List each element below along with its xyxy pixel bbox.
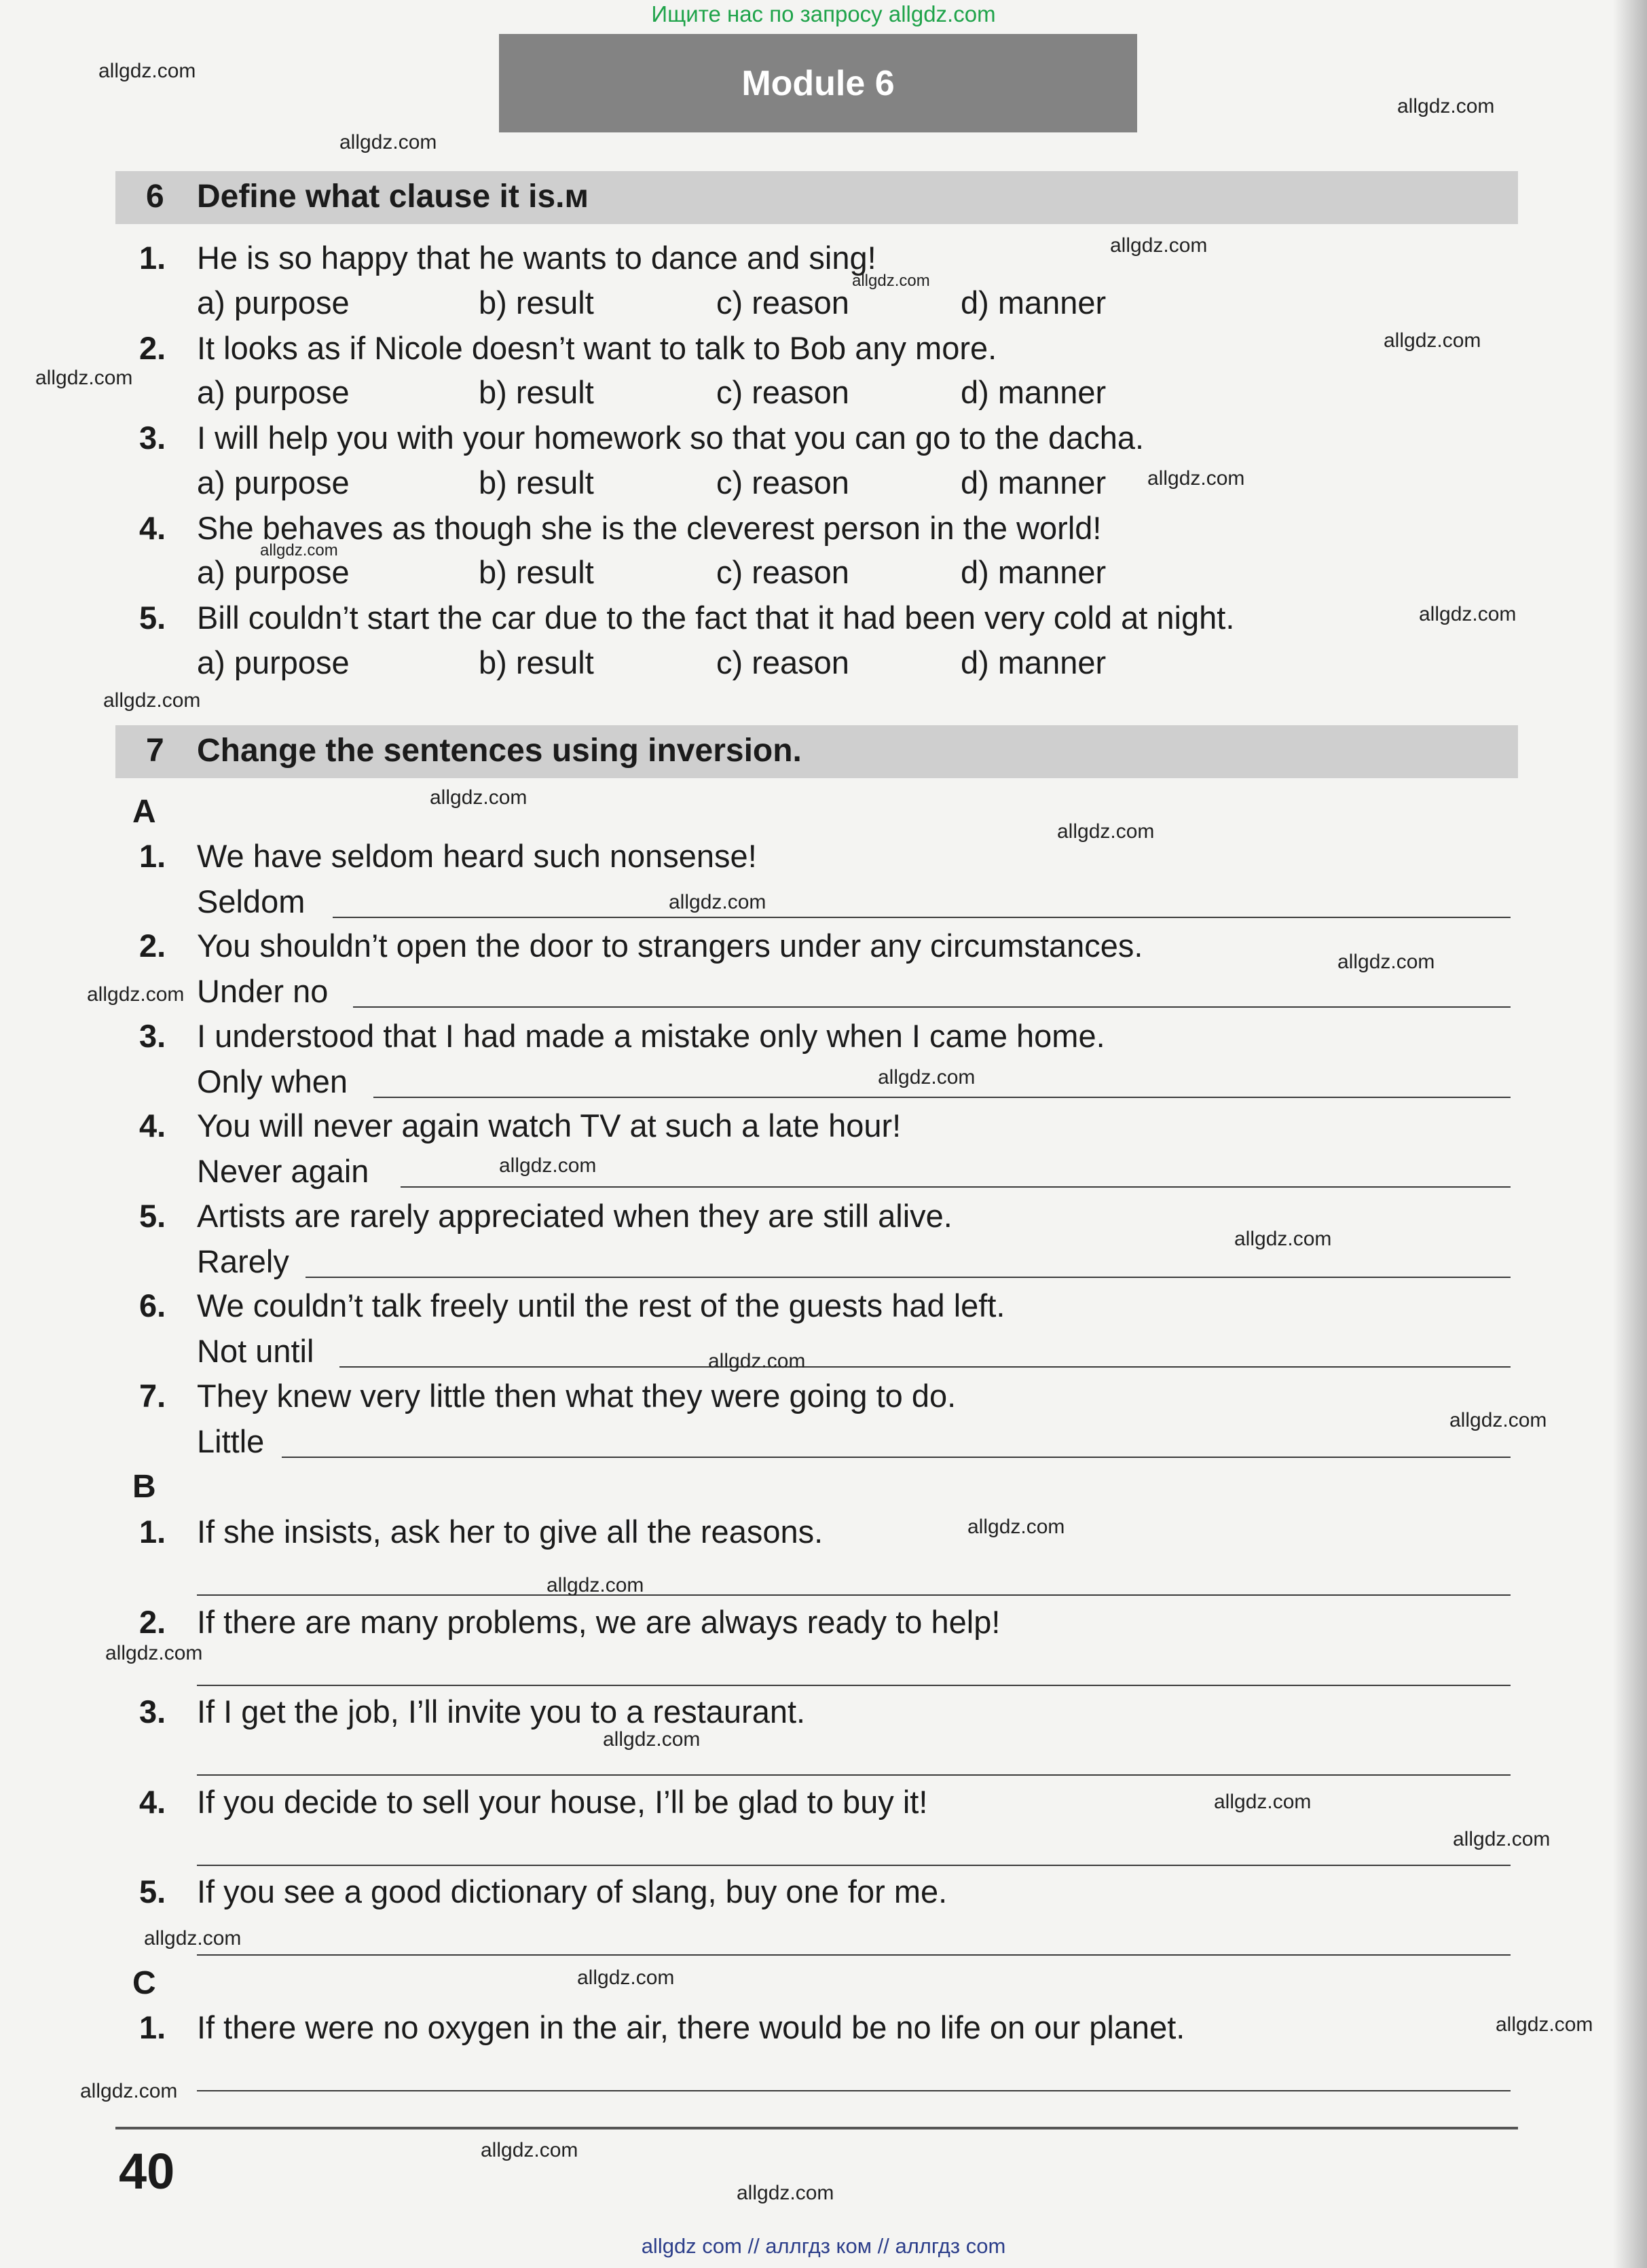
answer-lead: Seldom xyxy=(197,883,306,919)
watermark: allgdz.com xyxy=(35,367,133,389)
ex7a-question-4 xyxy=(139,1107,901,1144)
exercise-6-title: Define what clause it is.м xyxy=(197,179,589,215)
section-c-label: C xyxy=(132,1965,156,2001)
option-c[interactable]: c) reason xyxy=(716,464,849,500)
question-text: We couldn’t talk freely until the rest of the guests had left. xyxy=(197,1287,1005,1323)
option-c[interactable]: c) reason xyxy=(716,554,849,590)
watermark: allgdz.com xyxy=(339,131,437,153)
question-number: 4. xyxy=(139,510,166,546)
ex6-question-1 xyxy=(139,239,876,276)
ex7a-question-6 xyxy=(139,1287,1005,1324)
option-a[interactable]: a) purpose xyxy=(197,644,350,680)
question-number: 5. xyxy=(139,1198,166,1234)
option-c[interactable]: c) reason xyxy=(716,374,849,410)
question-text: They knew very little then what they were going to do. xyxy=(197,1378,957,1414)
exercise-6-number: 6 xyxy=(146,179,164,215)
question-number: 4. xyxy=(139,1784,166,1820)
exercise-7-number: 7 xyxy=(146,733,164,769)
question-number: 2. xyxy=(139,1604,166,1640)
watermark: allgdz.com xyxy=(1397,95,1495,117)
option-d[interactable]: d) manner xyxy=(961,464,1107,500)
answer-line[interactable] xyxy=(401,1186,1511,1188)
question-text: If there were no oxygen in the air, there would be no life on our planet. xyxy=(197,2009,1185,2045)
ex7b-question-3 xyxy=(139,1693,805,1730)
watermark: allgdz.com xyxy=(547,1574,644,1596)
answer-line[interactable] xyxy=(197,1774,1511,1776)
ex6-question-2 xyxy=(139,329,997,367)
ex7b-question-5 xyxy=(139,1873,947,1910)
ex7a-question-1 xyxy=(139,837,757,875)
watermark: allgdz.com xyxy=(967,1516,1065,1538)
watermark: allgdz.com xyxy=(1419,603,1517,625)
question-number: 2. xyxy=(139,928,166,964)
ex7a-question-2 xyxy=(139,927,1143,964)
answer-line[interactable] xyxy=(197,1685,1511,1686)
watermark: allgdz.com xyxy=(852,272,930,290)
answer-line[interactable] xyxy=(353,1006,1511,1008)
answer-line[interactable] xyxy=(197,1594,1511,1596)
answer-lead: Not until xyxy=(197,1333,314,1369)
watermark: allgdz.com xyxy=(708,1350,806,1372)
ex7a-question-3 xyxy=(139,1017,1105,1055)
answer-lead: Only when xyxy=(197,1063,348,1099)
question-number: 4. xyxy=(139,1108,166,1144)
option-b[interactable]: b) result xyxy=(479,464,594,500)
watermark: allgdz.com xyxy=(98,60,196,82)
ex7a-question-7 xyxy=(139,1377,956,1414)
question-number: 5. xyxy=(139,1873,166,1909)
option-a[interactable]: a) purpose xyxy=(197,464,350,500)
watermark: allgdz.com xyxy=(1110,234,1208,257)
question-number: 1. xyxy=(139,1514,166,1550)
ex6-question-5 xyxy=(139,599,1234,636)
watermark: allgdz.com xyxy=(878,1066,976,1089)
question-number: 1. xyxy=(139,240,166,276)
option-a[interactable]: a) purpose xyxy=(197,554,350,590)
footer-rule xyxy=(115,2127,1518,2129)
page-edge-shadow xyxy=(1613,0,1647,2268)
watermark: allgdz.com xyxy=(1057,820,1155,843)
option-d[interactable]: d) manner xyxy=(961,644,1107,680)
question-text: If there are many problems, we are always ready to help! xyxy=(197,1604,1001,1640)
option-b[interactable]: b) result xyxy=(479,554,594,590)
question-number: 3. xyxy=(139,420,166,456)
question-text: Artists are rarely appreciated when they are still alive. xyxy=(197,1198,952,1234)
option-d[interactable]: d) manner xyxy=(961,374,1107,410)
exercise-7-title: Change the sentences using inversion. xyxy=(197,733,802,769)
question-number: 6. xyxy=(139,1287,166,1323)
watermark: allgdz.com xyxy=(669,891,766,913)
watermark: allgdz.com xyxy=(1214,1791,1312,1813)
watermark: allgdz.com xyxy=(1147,467,1245,490)
option-d[interactable]: d) manner xyxy=(961,554,1107,590)
watermark: allgdz.com xyxy=(481,2139,578,2161)
question-text: She behaves as though she is the cleverest person in the world! xyxy=(197,510,1102,546)
ex6-question-3 xyxy=(139,419,1144,456)
watermark: allgdz.com xyxy=(499,1154,597,1177)
question-number: 2. xyxy=(139,330,166,366)
watermark: allgdz.com xyxy=(603,1728,701,1751)
question-text: You shouldn’t open the door to strangers under any circumstances. xyxy=(197,928,1143,964)
option-b[interactable]: b) result xyxy=(479,644,594,680)
watermark: allgdz.com xyxy=(577,1967,675,1989)
question-number: 3. xyxy=(139,1018,166,1054)
watermark: allgdz.com xyxy=(737,2182,834,2204)
watermark: allgdz.com xyxy=(87,983,185,1006)
question-text: If I get the job, I’ll invite you to a restaurant. xyxy=(197,1694,806,1730)
exercise-7-heading xyxy=(146,732,802,769)
watermark: allgdz.com xyxy=(430,786,528,809)
watermark: allgdz.com xyxy=(105,1642,203,1664)
section-a-label: A xyxy=(132,794,156,830)
ex7b-question-2 xyxy=(139,1603,1000,1641)
option-b[interactable]: b) result xyxy=(479,285,594,321)
answer-lead: Rarely xyxy=(197,1243,289,1279)
question-text: You will never again watch TV at such a late hour! xyxy=(197,1108,902,1144)
ex7b-question-1 xyxy=(139,1513,823,1550)
answer-lead: Never again xyxy=(197,1153,369,1189)
watermark: allgdz.com xyxy=(1453,1828,1551,1850)
option-d[interactable]: d) manner xyxy=(961,285,1107,321)
bottom-banner: allgdz com // аллгдз ком // аллгдз com xyxy=(641,2234,1006,2258)
question-text: Bill couldn’t start the car due to the fact that it had been very cold at night. xyxy=(197,600,1235,636)
watermark: allgdz.com xyxy=(260,541,338,560)
ex7b-question-4 xyxy=(139,1783,927,1821)
watermark: allgdz.com xyxy=(103,689,201,712)
question-number: 5. xyxy=(139,600,166,636)
watermark: allgdz.com xyxy=(1234,1228,1332,1250)
ex7a-question-5 xyxy=(139,1197,952,1234)
question-text: We have seldom heard such nonsense! xyxy=(197,838,757,874)
option-c[interactable]: c) reason xyxy=(716,285,849,321)
answer-line[interactable] xyxy=(197,2090,1511,2091)
question-text: If she insists, ask her to give all the reasons. xyxy=(197,1514,824,1550)
question-text: If you see a good dictionary of slang, buy one for me. xyxy=(197,1873,948,1909)
watermark: allgdz.com xyxy=(1337,951,1435,973)
question-text: He is so happy that he wants to dance and sing! xyxy=(197,240,876,276)
answer-lead: Under no xyxy=(197,973,329,1009)
question-text: I understood that I had made a mistake only when I came home. xyxy=(197,1018,1105,1054)
answer-line[interactable] xyxy=(197,1954,1511,1956)
answer-lead: Little xyxy=(197,1423,265,1459)
question-text: If you decide to sell your house, I’ll be glad to buy it! xyxy=(197,1784,928,1820)
page-number: 40 xyxy=(119,2143,175,2199)
question-text: I will help you with your homework so that you can go to the dacha. xyxy=(197,420,1145,456)
watermark: allgdz.com xyxy=(1449,1409,1547,1431)
answer-line[interactable] xyxy=(306,1277,1511,1278)
option-b[interactable]: b) result xyxy=(479,374,594,410)
option-c[interactable]: c) reason xyxy=(716,644,849,680)
answer-line[interactable] xyxy=(197,1865,1511,1866)
watermark: allgdz.com xyxy=(144,1927,242,1950)
option-a[interactable]: a) purpose xyxy=(197,374,350,410)
question-number: 1. xyxy=(139,838,166,874)
question-number: 7. xyxy=(139,1378,166,1414)
ex7c-question-1 xyxy=(139,2009,1185,2046)
question-number: 1. xyxy=(139,2009,166,2045)
answer-line[interactable] xyxy=(333,917,1511,918)
section-b-label: B xyxy=(132,1469,156,1505)
top-banner: Ищите нас по запросу allgdz.com xyxy=(651,1,996,26)
answer-line[interactable] xyxy=(373,1097,1511,1098)
watermark: allgdz.com xyxy=(1496,2013,1593,2036)
module-title: Module 6 xyxy=(499,34,1137,132)
watermark: allgdz.com xyxy=(80,2080,178,2102)
watermark: allgdz.com xyxy=(1384,329,1481,352)
answer-line[interactable] xyxy=(282,1457,1511,1458)
answer-line[interactable] xyxy=(339,1366,1511,1368)
question-text: It looks as if Nicole doesn’t want to talk to Bob any more. xyxy=(197,330,997,366)
option-a[interactable]: a) purpose xyxy=(197,285,350,321)
question-number: 3. xyxy=(139,1694,166,1730)
exercise-6-heading xyxy=(146,178,589,215)
